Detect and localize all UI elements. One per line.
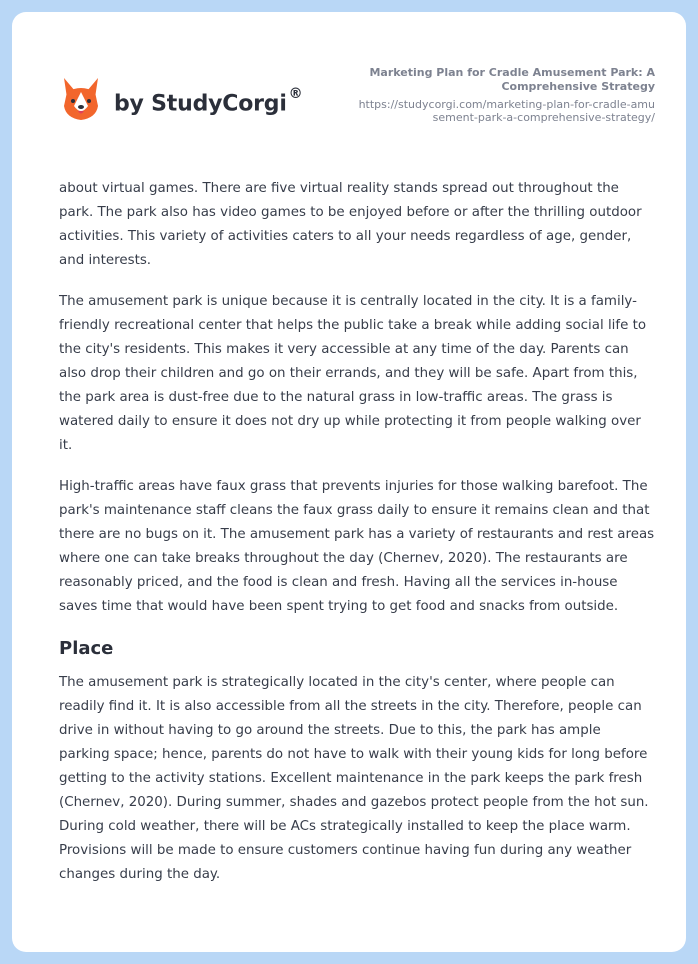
body-paragraph: about virtual games. There are five virtual reality stands spread out throughout the park. The park also has video games to be enjoyed before or after the thrilling outdoor activities. This variety of activities caters to all your needs regardless of age, gender, and interests. [59,181,642,268]
document-header [355,66,655,124]
document-body [59,177,655,904]
document-title: Marketing Plan for Cradle Amusement Park: A Comprehensive Strategy [369,66,655,93]
section-heading: Place [59,638,114,659]
corgi-icon [60,76,102,122]
document-url[interactable]: https://studycorgi.com/marketing-plan-for-cradle-amusement-park-a-comprehensive-strategy/ [358,98,655,124]
studycorgi-logo[interactable] [60,76,302,122]
trademark-symbol: ® [288,85,303,102]
body-paragraph: The amusement park is unique because it is centrally located in the city. It is a family-friendly recreational center that helps the public take a break while adding social life to the city's residents. This makes it very accessible at any time of the day. Parents can also drop their children and go on their errands, and they will be safe. Apart from this, the park area is dust-free due to the natural grass in low-traffic areas. The grass is watered daily to ensure it does not dry up while protecting it from people walking over it. [59,294,647,453]
document-page [12,12,686,952]
body-paragraph: High-traffic areas have faux grass that prevents injuries for those walking barefoot. The park's maintenance staff cleans the faux grass daily to ensure it remains clean and that there are no bugs on it. The amusement park has a variety of restaurants and rest areas where one can take breaks throughout the day (Chernev, 2020). The restaurants are reasonably priced, and the food is clean and fresh. Having all the services in-house saves time that would have been spent trying to get food and snacks from outside. [59,479,655,614]
brand-text: by StudyCorgi [114,91,287,117]
brand-name [114,85,303,117]
section-paragraph: The amusement park is strategically located in the city's center, where people can readily find it. It is also accessible from all the streets in the city. Therefore, people can drive in without having to go around the streets. Due to this, the park has ample parking space; hence, parents do not have to walk with their young kids for long before getting to the activity stations. Excellent maintenance in the park keeps the park fresh (Chernev, 2020). During summer, shades and gazebos protect people from the hot sun. During cold weather, there will be ACs strategically installed to keep the place warm. Provisions will be made to ensure customers continue having fun during any weather changes during the day. [59,675,649,882]
